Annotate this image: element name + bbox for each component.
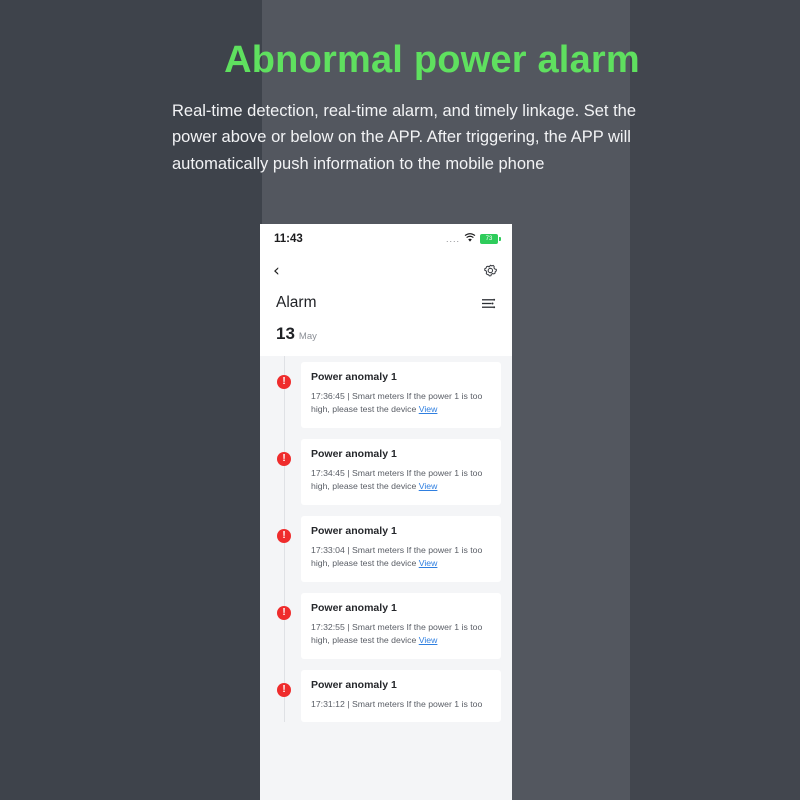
alarm-time: 17:32:55	[311, 621, 345, 632]
filter-list-icon-svg	[481, 297, 496, 310]
hero-text-block	[172, 40, 692, 177]
alarm-time: 17:33:04	[311, 544, 345, 555]
alarm-card[interactable]	[301, 362, 501, 428]
wifi-icon	[464, 233, 476, 246]
gear-icon[interactable]	[481, 262, 499, 280]
alert-badge-icon: !	[277, 529, 291, 543]
alarm-message: Smart meters If the power 1 is too high, please test the device	[311, 391, 483, 415]
alarm-detail	[311, 544, 491, 571]
phone-mockup	[260, 224, 512, 800]
alarm-separator: |	[347, 698, 350, 709]
list-item[interactable]	[260, 362, 512, 428]
wifi-icon-svg	[464, 233, 476, 243]
alarm-card[interactable]	[301, 593, 501, 659]
alarm-title: Power anomaly 1	[311, 524, 397, 537]
alert-badge-icon: !	[277, 375, 291, 389]
list-item[interactable]	[260, 516, 512, 582]
status-indicators	[446, 233, 498, 246]
alert-badge-icon: !	[277, 606, 291, 620]
alarm-title: Power anomaly 1	[311, 371, 397, 383]
alert-badge-icon: !	[277, 683, 291, 697]
list-item[interactable]	[260, 439, 512, 505]
alarm-title: Power anomaly 1	[311, 447, 397, 460]
battery-icon: 73	[480, 234, 498, 244]
gear-icon-svg	[482, 263, 499, 280]
alarm-message: Smart meters If the power 1 is too high, please test the device	[311, 467, 483, 492]
date-day: 13	[276, 324, 295, 343]
alarm-card[interactable]	[301, 670, 501, 722]
view-link[interactable]: View	[418, 635, 438, 646]
alarm-time: 17:31:12	[311, 698, 345, 709]
view-link[interactable]: View	[418, 558, 438, 569]
date-month: May	[298, 331, 317, 342]
alarm-time: 17:34:45	[311, 467, 345, 478]
alarm-page-title: Alarm	[276, 294, 317, 311]
alarm-time: 17:36:45	[311, 391, 345, 401]
alarm-detail	[311, 390, 491, 417]
alarm-separator: |	[347, 544, 350, 555]
view-link[interactable]: View	[418, 481, 438, 492]
alarm-message: Smart meters If the power 1 is too high, please test the device	[311, 544, 483, 569]
alarm-title: Power anomaly 1	[311, 678, 397, 691]
alarm-message: Smart meters If the power 1 is too	[351, 698, 483, 709]
status-clock: 11:43	[274, 233, 303, 245]
view-link[interactable]: View	[418, 404, 438, 415]
alarm-page-header	[260, 288, 512, 314]
list-item[interactable]	[260, 670, 512, 722]
alarm-list[interactable]	[260, 356, 512, 722]
alarm-detail	[311, 467, 491, 494]
page-title: Abnormal power alarm	[224, 39, 640, 81]
alarm-detail	[311, 698, 491, 711]
alarm-card[interactable]	[301, 439, 501, 505]
signal-dots-icon: ....	[445, 233, 460, 244]
phone-status-bar	[260, 224, 512, 254]
alarm-card[interactable]	[301, 516, 501, 582]
alarm-detail	[311, 621, 491, 648]
alarm-separator: |	[347, 391, 350, 401]
alarm-title: Power anomaly 1	[311, 601, 397, 614]
filter-list-icon[interactable]	[480, 296, 496, 310]
phone-nav-bar	[260, 254, 512, 288]
chevron-left-icon[interactable]: ‹	[273, 260, 280, 281]
alarm-message: Smart meters If the power 1 is too high, please test the device	[311, 621, 483, 646]
hero-description: Real-time detection, real-time alarm, and timely linkage. Set the power above or below on the APP. After triggering, the APP will automatically push information to the mobile phone	[172, 101, 637, 173]
list-item[interactable]	[260, 593, 512, 659]
alarm-separator: |	[347, 621, 350, 632]
alarm-separator: |	[347, 467, 350, 478]
alert-badge-icon: !	[277, 452, 291, 466]
alarm-date-header	[260, 314, 512, 356]
